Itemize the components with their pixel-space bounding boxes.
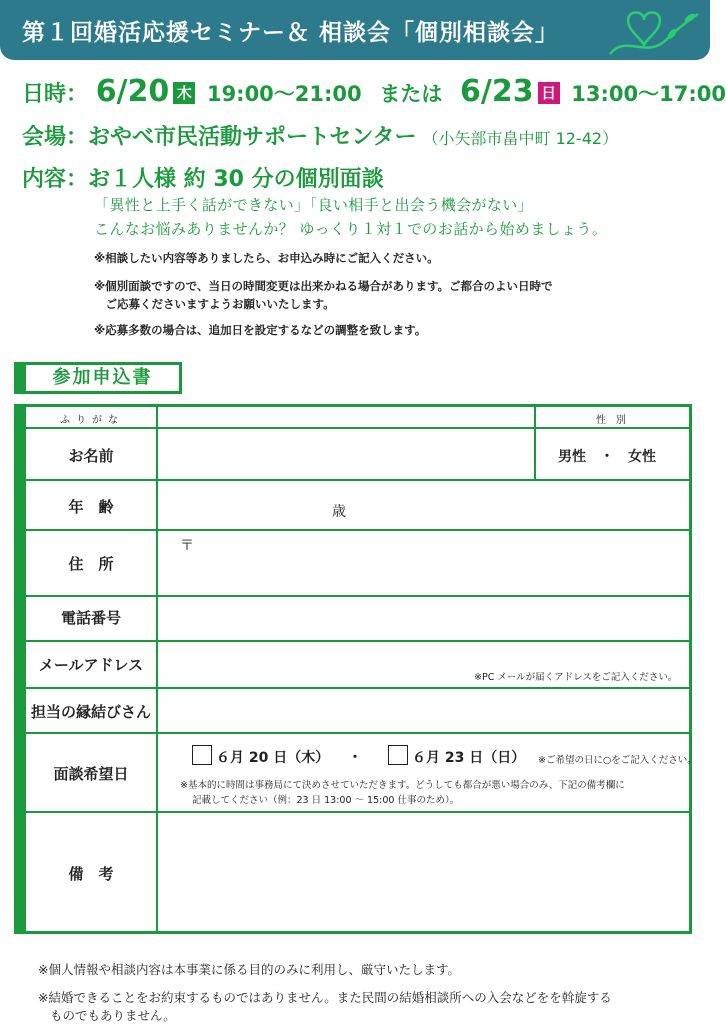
date1-checkbox[interactable] <box>192 745 212 765</box>
postal-mark: 〒 <box>180 538 194 554</box>
staff-input[interactable] <box>158 689 689 732</box>
row-line <box>26 732 689 734</box>
name-label: お名前 <box>68 447 114 465</box>
footer-note-3: ものでもありません。 <box>50 1008 176 1023</box>
application-form <box>14 404 697 934</box>
date1: 6/20 <box>95 74 170 109</box>
content-label: 内容： <box>22 167 89 192</box>
content-text: お１人様 約 30 分の個別面談 <box>88 167 384 192</box>
option-separator: ・ <box>348 750 362 766</box>
address-input[interactable] <box>158 531 689 595</box>
phone-label: 電話番号 <box>60 609 121 627</box>
option1-label: ６月 20 日（木） <box>216 750 330 766</box>
event-venue <box>22 120 618 151</box>
furigana-label: ふりがな <box>60 415 124 426</box>
time-note-2: 記載してください（例：23 日 13:00 ～ 15:00 仕事のため）。 <box>192 795 460 806</box>
remarks-input[interactable] <box>158 813 689 931</box>
footer-note-1: ※個人情報や相談内容は本事業に係る目的のみに利用し、厳守いたします。 <box>38 962 460 977</box>
age-label: 年 齢 <box>68 498 114 516</box>
form-title: 参加申込書 <box>14 362 182 394</box>
remarks-label: 備 考 <box>68 865 114 883</box>
datetime-label: 日時： <box>22 82 89 107</box>
age-unit: 歳 <box>332 504 346 520</box>
gender-options[interactable]: 男性 ・ 女性 <box>558 449 656 465</box>
age-input[interactable] <box>158 481 689 529</box>
email-note: ※PC メールが届くアドレスをご記入ください。 <box>474 672 678 683</box>
date1-day-badge: 木 <box>173 82 195 104</box>
quote-line-1: 「異性と上手く話ができない」「良い相手と出会う機会がない」 <box>94 196 534 214</box>
event-datetime <box>22 74 726 109</box>
name-input[interactable] <box>158 429 534 479</box>
option-note: ※ご希望の日に○をご記入ください。 <box>538 755 697 766</box>
footer-note-2: ※結婚できることをお約束するものではありません。また民間の結婚相談所への入会などをを斡旋する <box>38 990 612 1005</box>
note-1: ※相談したい内容等ありましたら、お申込み時にご記入ください。 <box>94 251 439 265</box>
venue-address: （小矢部市畠中町 12-42） <box>422 129 619 148</box>
interview-label: 面談希望日 <box>53 765 129 783</box>
note-4: ※応募多数の場合は、追加日を設定するなどの調整を致します。 <box>94 323 427 337</box>
event-content <box>22 162 384 193</box>
phone-input[interactable] <box>158 597 689 640</box>
heart-vine-icon <box>606 4 706 60</box>
date2-day-badge: 日 <box>538 82 560 104</box>
date2: 6/23 <box>460 74 534 109</box>
time-note-1: ※基本的に時間は事務局にて決めさせていただきます。どうしても都合が悪い場合のみ、下記の備考欄に <box>180 780 625 791</box>
gender-label: 性 別 <box>596 415 626 426</box>
note-3: ご応募くださいますようお願いいたします。 <box>94 297 335 311</box>
date2-checkbox[interactable] <box>388 745 408 765</box>
email-label: メールアドレス <box>38 656 144 674</box>
venue-name: おやべ市民活動サポートセンター <box>88 125 417 150</box>
option2-label: ６月 23 日（日） <box>412 750 526 766</box>
staff-label: 担当の縁結びさん <box>30 703 151 721</box>
note-2: ※個別面談ですので、当日の時間変更は出来かねる場合があります。ご都合のよい日時で <box>94 279 553 293</box>
address-label: 住 所 <box>68 555 114 573</box>
page-title: 第１回婚活応援セミナー＆ 相談会「個別相談会」 <box>22 20 560 46</box>
or-text: または <box>379 82 443 106</box>
gender-divider <box>534 407 536 479</box>
time2: 13:00～17:00 <box>571 82 726 106</box>
header-banner <box>0 0 710 60</box>
quote-line-2: こんなお悩みありませんか？ ゆっくり１対１でのお話から始めましょう。 <box>94 220 608 238</box>
venue-label: 会場： <box>22 125 89 150</box>
furigana-input[interactable] <box>158 407 534 427</box>
time1: 19:00～21:00 <box>206 82 362 106</box>
